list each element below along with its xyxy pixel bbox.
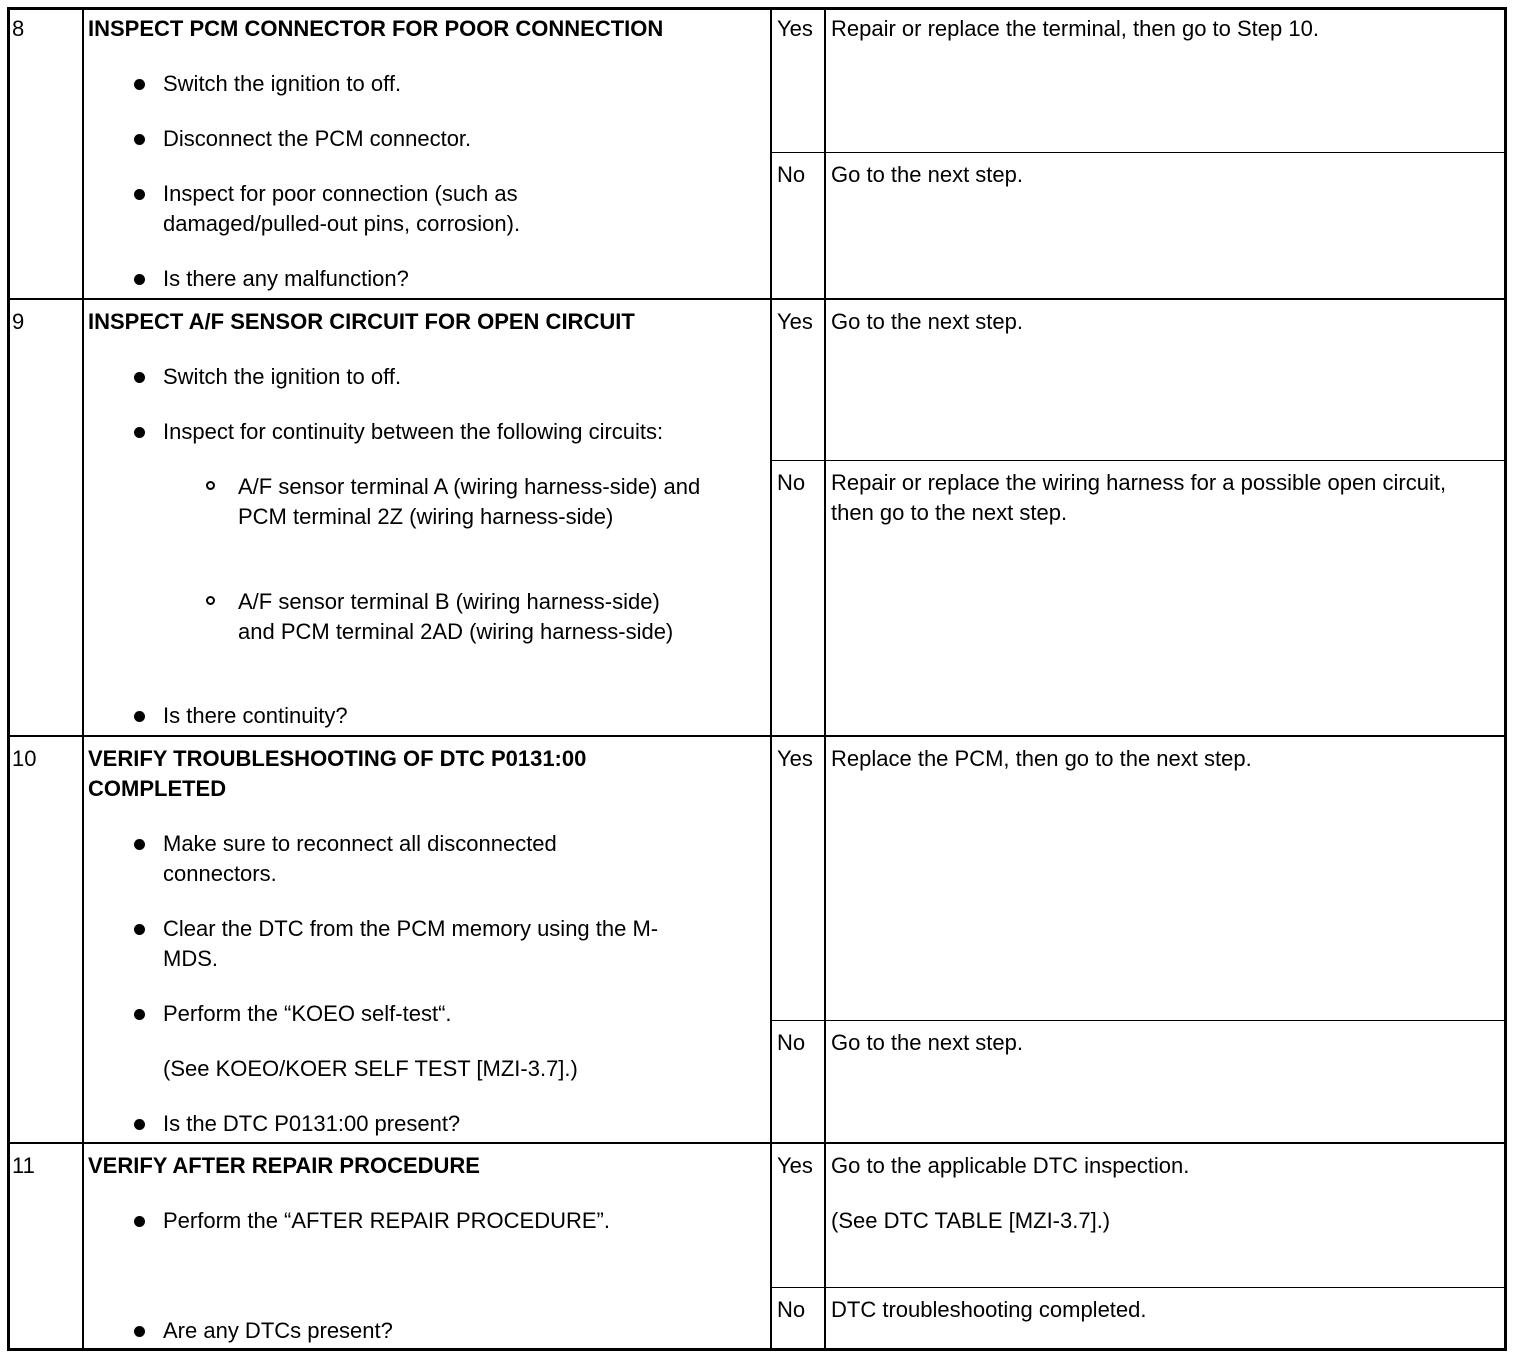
no-label: No [777,470,806,495]
step-item: Inspect for continuity between the following circuits: [163,419,664,444]
step-item: Disconnect the PCM connector. [163,126,472,151]
yes-action: Replace the PCM, then go to the next step. [831,746,1252,771]
step-question: Are any DTCs present? [163,1318,393,1343]
bullet-icon [134,1326,145,1337]
yes-label: Yes [777,16,813,41]
step-item: Perform the “KOEO self-test“. [163,1001,452,1026]
result-divider [771,460,1507,461]
yes-action: Repair or replace the terminal, then go to Step 10. [831,16,1319,41]
bullet-icon [134,134,145,145]
step-title: VERIFY AFTER REPAIR PROCEDURE [88,1153,480,1178]
column-divider [824,7,826,1351]
step-item: Switch the ignition to off. [163,71,402,96]
step-number: 9 [12,309,25,334]
step-number: 8 [12,16,25,41]
step-title: VERIFY TROUBLESHOOTING OF DTC P0131:00 COMPLETED [88,746,587,801]
sub-item: A/F sensor terminal B (wiring harness-side) and PCM terminal 2AD (wiring harness-side) [238,589,674,644]
bullet-icon [134,1009,145,1020]
step-item: Clear the DTC from the PCM memory using the M-MDS. [163,916,659,971]
bullet-icon [134,1119,145,1130]
step-question: Is there any malfunction? [163,266,409,291]
step-number: 11 [12,1153,35,1178]
sub-bullet-icon [206,481,215,490]
no-label: No [777,1297,806,1322]
result-divider [771,1287,1507,1288]
row-divider [7,735,1507,737]
bullet-icon [134,924,145,935]
step-question: Is the DTC P0131:00 present? [163,1111,461,1136]
yes-action: Go to the applicable DTC inspection. [831,1153,1190,1178]
yes-label: Yes [777,1153,813,1178]
bullet-icon [134,372,145,383]
result-divider [771,1020,1507,1021]
result-divider [771,152,1507,153]
bullet-icon [134,274,145,285]
step-title: INSPECT A/F SENSOR CIRCUIT FOR OPEN CIRCUIT [88,309,635,334]
no-label: No [777,1030,806,1055]
bullet-icon [134,1216,145,1227]
yes-label: Yes [777,746,813,771]
step-number: 10 [12,746,37,771]
no-action: Repair or replace the wiring harness for a possible open circuit, then go to the next step. [831,470,1447,525]
column-divider [82,7,84,1351]
yes-note: (See DTC TABLE [MZI-3.7].) [831,1208,1111,1233]
yes-action: Go to the next step. [831,309,1024,334]
sub-bullet-icon [206,596,215,605]
step-note: (See KOEO/KOER SELF TEST [MZI-3.7].) [163,1056,578,1081]
bullet-icon [134,189,145,200]
step-item: Inspect for poor connection (such as damaged/pulled-out pins, corrosion). [163,181,521,236]
bullet-icon [134,427,145,438]
yes-label: Yes [777,309,813,334]
bullet-icon [134,711,145,722]
step-title: INSPECT PCM CONNECTOR FOR POOR CONNECTION [88,16,664,41]
row-divider [7,1142,1507,1144]
no-action: Go to the next step. [831,1030,1024,1055]
no-action: DTC troubleshooting completed. [831,1297,1147,1322]
column-divider [770,7,772,1351]
step-item: Make sure to reconnect all disconnected connectors. [163,831,557,886]
sub-item: A/F sensor terminal A (wiring harness-side) and PCM terminal 2Z (wiring harness-side) [238,474,701,529]
step-question: Is there continuity? [163,703,348,728]
step-item: Perform the “AFTER REPAIR PROCEDURE”. [163,1208,610,1233]
bullet-icon [134,839,145,850]
bullet-icon [134,79,145,90]
no-label: No [777,162,806,187]
step-item: Switch the ignition to off. [163,364,402,389]
no-action: Go to the next step. [831,162,1024,187]
row-divider [7,298,1507,300]
